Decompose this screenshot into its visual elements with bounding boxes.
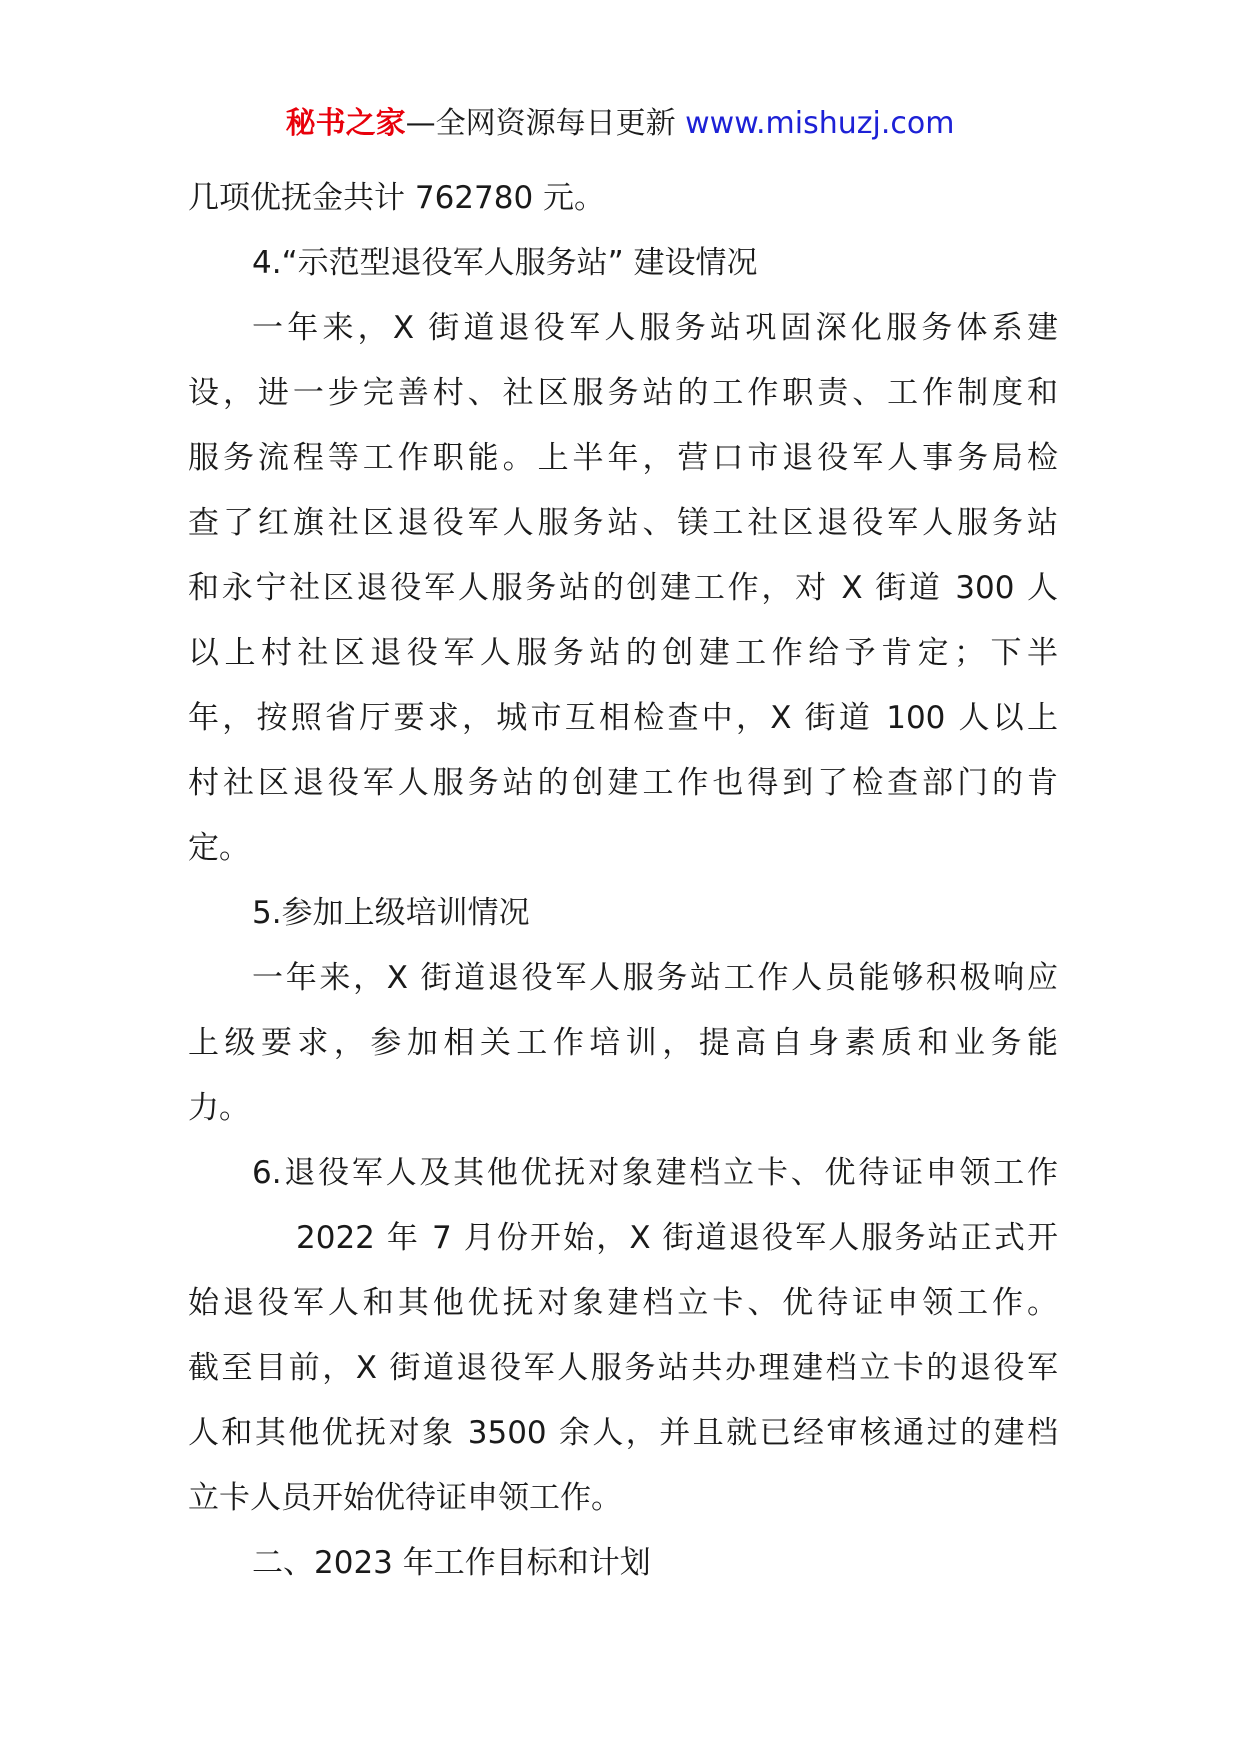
text-line: 立卡人员开始优待证申领工作。 [188,1480,622,1516]
text-line: 一年来，X 街道退役军人服务站巩固深化服务体系建 [252,310,1058,346]
header-url[interactable]: www.mishuzj.com [685,106,955,141]
text-line: 和永宁社区退役军人服务站的创建工作，对 X 街道 300 人 [188,570,1058,606]
text-line: 上级要求，参加相关工作培训，提高自身素质和业务能 [188,1025,1058,1061]
text-line: 以上村社区退役军人服务站的创建工作给予肯定；下半 [188,635,1058,671]
text-line: 村社区退役军人服务站的创建工作也得到了检查部门的肯 [188,765,1058,801]
text-line: 定。 [188,830,250,866]
text-line: 查了红旗社区退役军人服务站、镁工社区退役军人服务站 [188,505,1058,541]
document-body [188,166,1058,1596]
text-line: 始退役军人和其他优抚对象建档立卡、优待证申领工作。 [188,1285,1058,1321]
header-tagline: —全网资源每日更新 [405,106,676,141]
text-line: 设，进一步完善村、社区服务站的工作职责、工作制度和 [188,375,1058,411]
text-line: 年，按照省厅要求，城市互相检查中，X 街道 100 人以上 [188,700,1058,736]
text-line: 2022 年 7 月份开始，X 街道退役军人服务站正式开 [296,1220,1058,1256]
text-line: 截至目前，X 街道退役军人服务站共办理建档立卡的退役军 [188,1350,1058,1386]
text-line: 几项优抚金共计 762780 元。 [188,180,606,216]
section-heading: 二、2023 年工作目标和计划 [252,1545,651,1581]
text-line: 一年来，X 街道退役军人服务站工作人员能够积极响应 [252,960,1058,996]
text-line: 人和其他优抚对象 3500 余人，并且就已经审核通过的建档 [188,1415,1058,1451]
page-header [0,104,1240,144]
section-heading: 5.参加上级培训情况 [252,895,530,931]
section-heading: 4.“示范型退役军人服务站” 建设情况 [252,245,758,281]
brand-name: 秘书之家 [285,106,406,141]
text-line: 服务流程等工作职能。上半年，营口市退役军人事务局检 [188,440,1058,476]
section-heading: 6.退役军人及其他优抚对象建档立卡、优待证申领工作 [252,1155,1058,1191]
text-line: 力。 [188,1090,250,1126]
